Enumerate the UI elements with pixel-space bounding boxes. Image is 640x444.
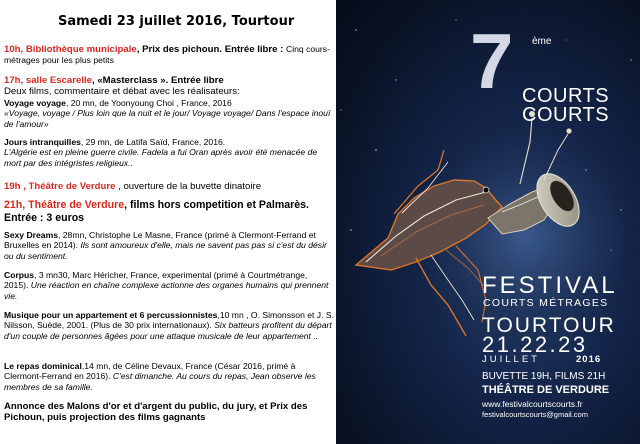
film-info: , 3 mn30, Marc Héricher, France, experimental (primé à Courtmétrange, 2015). [4,270,308,291]
courts-line-1: COURTS [522,85,610,107]
edition-superscript: ème [532,36,552,47]
film-info: ,14 mn, de Céline Devaux, France (César 2016, primé à Clermont-Ferrand en 2016). [4,361,296,382]
venue-name: THÉÂTRE DE VERDURE [482,384,610,396]
film-description: Une réaction en chaîne complexe actionne des organes humains qui prennent vie. [4,280,329,301]
event-time-venue: 19h , Théâtre de Verdure [4,181,116,192]
edition-number: 7 [470,17,514,105]
festival-month: JUILLET [482,354,540,365]
courts-line-2: COURTS [522,104,610,126]
film-title: Jours intranquilles [4,137,81,148]
email-link[interactable]: festivalcourtscourts@gmail.com [482,410,588,419]
film-info: , 29 mn, de Latifa Saïd, France, 2016. [80,137,226,148]
film-info: , 28mn, Christophe Le Masne, France (primé à Clermont-Ferrand et Bruxelles en 2014). [4,230,316,251]
film-description: «Voyage, voyage / Plus loin que la nuit et le jour/ Voyage voyage/ Dans l'espace inouï de l'amour» [4,108,331,129]
event-title: , ouverture de la buvette dinatoire [115,181,262,192]
film-title: Le repas dominical [4,361,82,371]
film-sexy-dreams [4,230,334,261]
festival-town: TOURTOUR [482,314,616,337]
event-bibliotheque [4,44,334,67]
film-musique [4,310,334,341]
buvette-films-times: BUVETTE 19H, FILMS 21H [482,371,606,382]
film-description: L'Algérie est en pleine guerre civile. Fadela a fui Oran après avoir été menacée de mort par des intégristes religieux.. [4,147,318,168]
event-time-venue: 21h, Théâtre de Verdure [4,199,125,211]
festival-heading: FESTIVAL [482,272,618,299]
event-time-venue: 10h, Bibliothèque municipale [4,44,137,55]
film-description: C'est dimanche. Au cours du repas, Jean observe les membres de sa famille. [4,371,316,392]
film-info: , 20 mn, de Yoonyoung Choi , France, 2016 [65,97,232,108]
film-repas-dominical [4,361,334,392]
festival-subtitle: COURTS MÉTRAGES [483,297,609,309]
website-link[interactable]: www.festivalcourtscourts.fr [482,399,583,409]
closing-announcement: Annonce des Malons d'or et d'argent du public, du jury, et Prix des Pichoun, puis projection des films gagnants [4,401,308,424]
event-description: Cinq cours-métrages pour les plus petits [4,44,330,66]
film-info: ,10 mn , O. Simonsson et J. S. Nilsson, Suède, 2001. (Plus de 30 prix internationaux). [4,310,334,331]
film-title: Sexy Dreams [4,230,58,240]
film-description: Six batteurs profitent du départ d'un couple de personnes âgées pour une attaque musicale de leur appartement .. [4,320,332,341]
film-description: Ils sont amoureux d'elle, mais ne savent pas pas si c'est du désir ou du sentiment. [4,240,327,261]
film-title: Voyage voyage [4,97,66,108]
film-title: Corpus [4,270,35,280]
event-title: , films hors competition et Palmarès. Entrée : 3 euros [4,199,309,224]
event-title: , «Masterclass ». Entrée libre [92,75,224,86]
festival-year: 2016 [576,354,602,365]
event-intro: Deux films, commentaire et débat avec les réalisateurs: [4,86,240,98]
event-buvette [4,181,334,192]
event-masterclass [4,75,334,168]
event-palmares [4,199,334,224]
film-corpus [4,270,334,301]
event-title: , Prix des pichoun. Entrée libre : [136,44,284,55]
film-title: Musique pour un appartement et 6 percussionnistes [4,310,218,320]
event-time-venue: 17h, salle Escarelle [4,75,93,86]
program-title: Samedi 23 juillet 2016, Tourtour [58,14,295,29]
festival-dates: 21.22.23 [482,332,588,357]
festival-poster [336,0,640,444]
